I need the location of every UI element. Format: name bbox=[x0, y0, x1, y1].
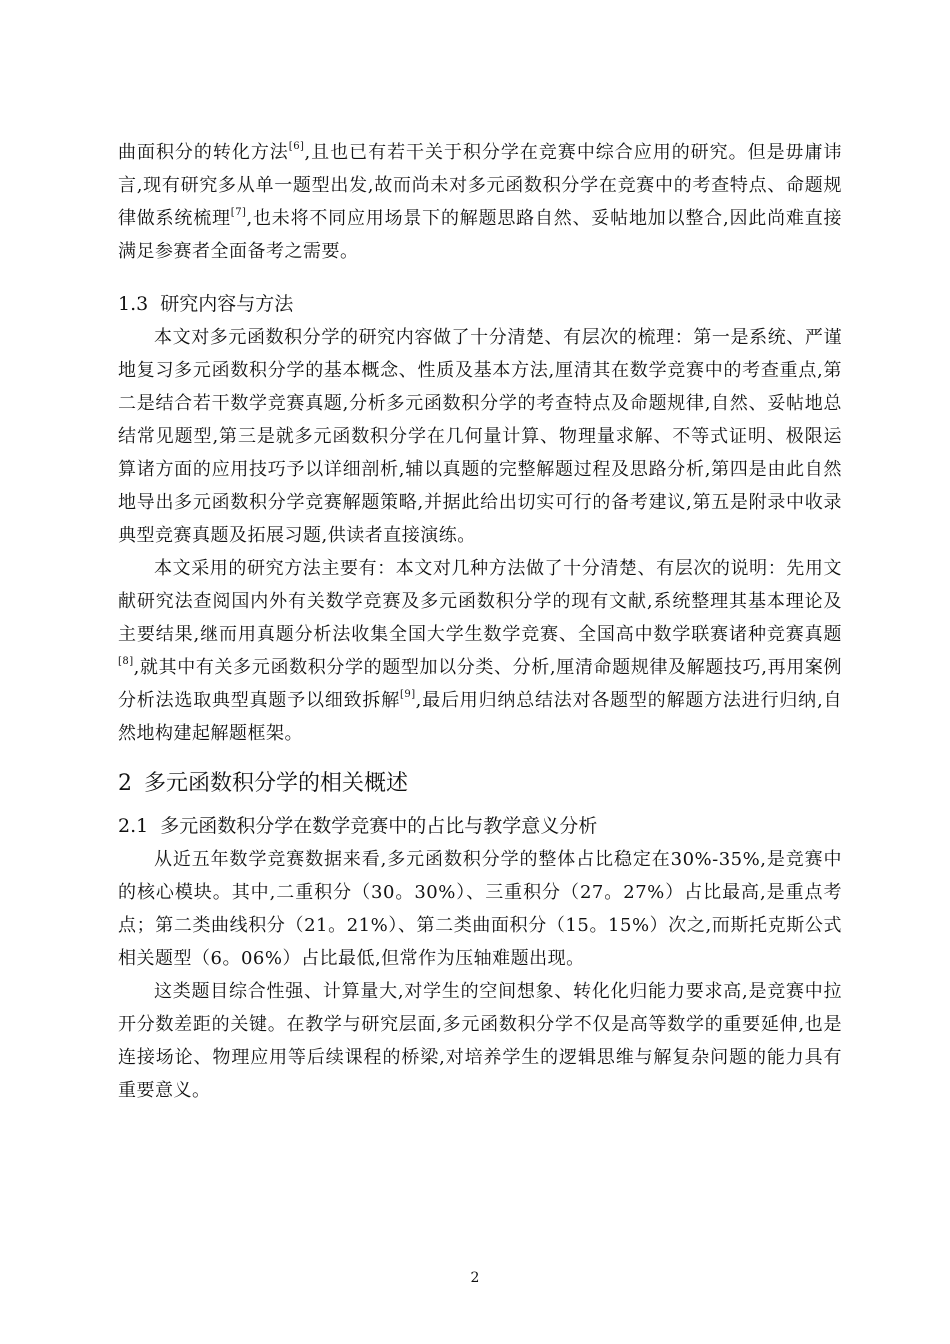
page-number: 2 bbox=[470, 1270, 480, 1286]
section-1-3-paragraph-2 bbox=[118, 552, 842, 750]
section-2-1-paragraph-2: 这类题目综合性强、计算量大,对学生的空间想象、转化化归能力要求高,是竞赛中拉开分数差距的关键。在教学与研究层面,多元函数积分学不仅是高等数学的重要延伸,也是连接场论、物理应用等后续课程的桥梁,对培养学生的逻辑思维与解复杂问题的能力具有重要意义。 bbox=[118, 981, 842, 1101]
page-body bbox=[118, 136, 842, 1107]
citation-9[interactable]: [9] bbox=[400, 689, 416, 700]
section-heading-2-1 bbox=[118, 810, 842, 843]
section-title: 多元函数积分学在数学竞赛中的占比与教学意义分析 bbox=[160, 815, 598, 837]
section-2-1-paragraph-1: 从近五年数学竞赛数据来看,多元函数积分学的整体占比稳定在30%-35%,是竞赛中的核心模块。其中,二重积分（30。30%）、三重积分（27。27%）占比最高,是重点考点；第二类曲线积分（21。21%）、第二类曲面积分（15。15%）次之,而斯托克斯公式相关题型（6。06%）占比最低,但常作为压轴难题出现。 bbox=[118, 849, 842, 969]
intro-text-3: ,也未将不同应用场景下的解题思路自然、妥帖地加以整合,因此尚难直接满足参赛者全面备考之需要。 bbox=[118, 208, 842, 262]
chapter-title: 多元函数积分学的相关概述 bbox=[144, 771, 409, 796]
section-heading-1-3 bbox=[118, 288, 842, 321]
chapter-heading-2 bbox=[118, 766, 842, 802]
citation-6[interactable]: [6] bbox=[288, 141, 305, 152]
spacer bbox=[118, 268, 842, 288]
section-title: 研究内容与方法 bbox=[160, 293, 294, 315]
chapter-number: 2 bbox=[118, 771, 132, 796]
citation-8[interactable]: [8] bbox=[118, 656, 134, 667]
intro-paragraph bbox=[118, 136, 842, 268]
section-number: 1.3 bbox=[118, 293, 149, 315]
section-number: 2.1 bbox=[118, 815, 149, 837]
intro-text-1: 曲面积分的转化方法 bbox=[118, 142, 289, 163]
methods-text-1: 本文采用的研究方法主要有：本文对几种方法做了十分清楚、有层次的说明：先用文献研究法查阅国内外有关数学竞赛及多元函数积分学的现有文献,系统整理其基本理论及主要结果,继而用真题分析法收集全国大学生数学竞赛、全国高中数学联赛诸种竞赛真题 bbox=[118, 558, 842, 645]
methods-text-2: ,就其中有关多元函数积分学的题型加以分类、分析,厘清命题规律及解题技巧,再用案例分析法选取典型真题予以细致拆解 bbox=[118, 657, 842, 711]
spacer bbox=[118, 802, 842, 810]
spacer bbox=[118, 750, 842, 766]
section-1-3-paragraph-1: 本文对多元函数积分学的研究内容做了十分清楚、有层次的梳理：第一是系统、严谨地复习多元函数积分学的基本概念、性质及基本方法,厘清其在数学竞赛中的考查重点,第二是结合若干数学竞赛真题,分析多元函数积分学的考查特点及命题规律,自然、妥帖地总结常见题型,第三是就多元函数积分学在几何量计算、物理量求解、不等式证明、极限运算诸方面的应用技巧予以详细剖析,辅以真题的完整解题过程及思路分析,第四是由此自然地导出多元函数积分学竞赛解题策略,并据此给出切实可行的备考建议,第五是附录中收录典型竞赛真题及拓展习题,供读者直接演练。 bbox=[118, 327, 842, 546]
citation-7[interactable]: [7] bbox=[230, 207, 247, 218]
intro-text-2: ,且也已有若干关于积分学在竞赛中综合应用的研究。但是毋庸讳言,现有研究多从单一题型出发,故而尚未对多元函数积分学在竞赛中的考查特点、命题规律做系统梳理 bbox=[118, 142, 843, 229]
methods-text-3: ,最后用归纳总结法对各题型的解题方法进行归纳,自然地构建起解题框架。 bbox=[118, 690, 842, 744]
